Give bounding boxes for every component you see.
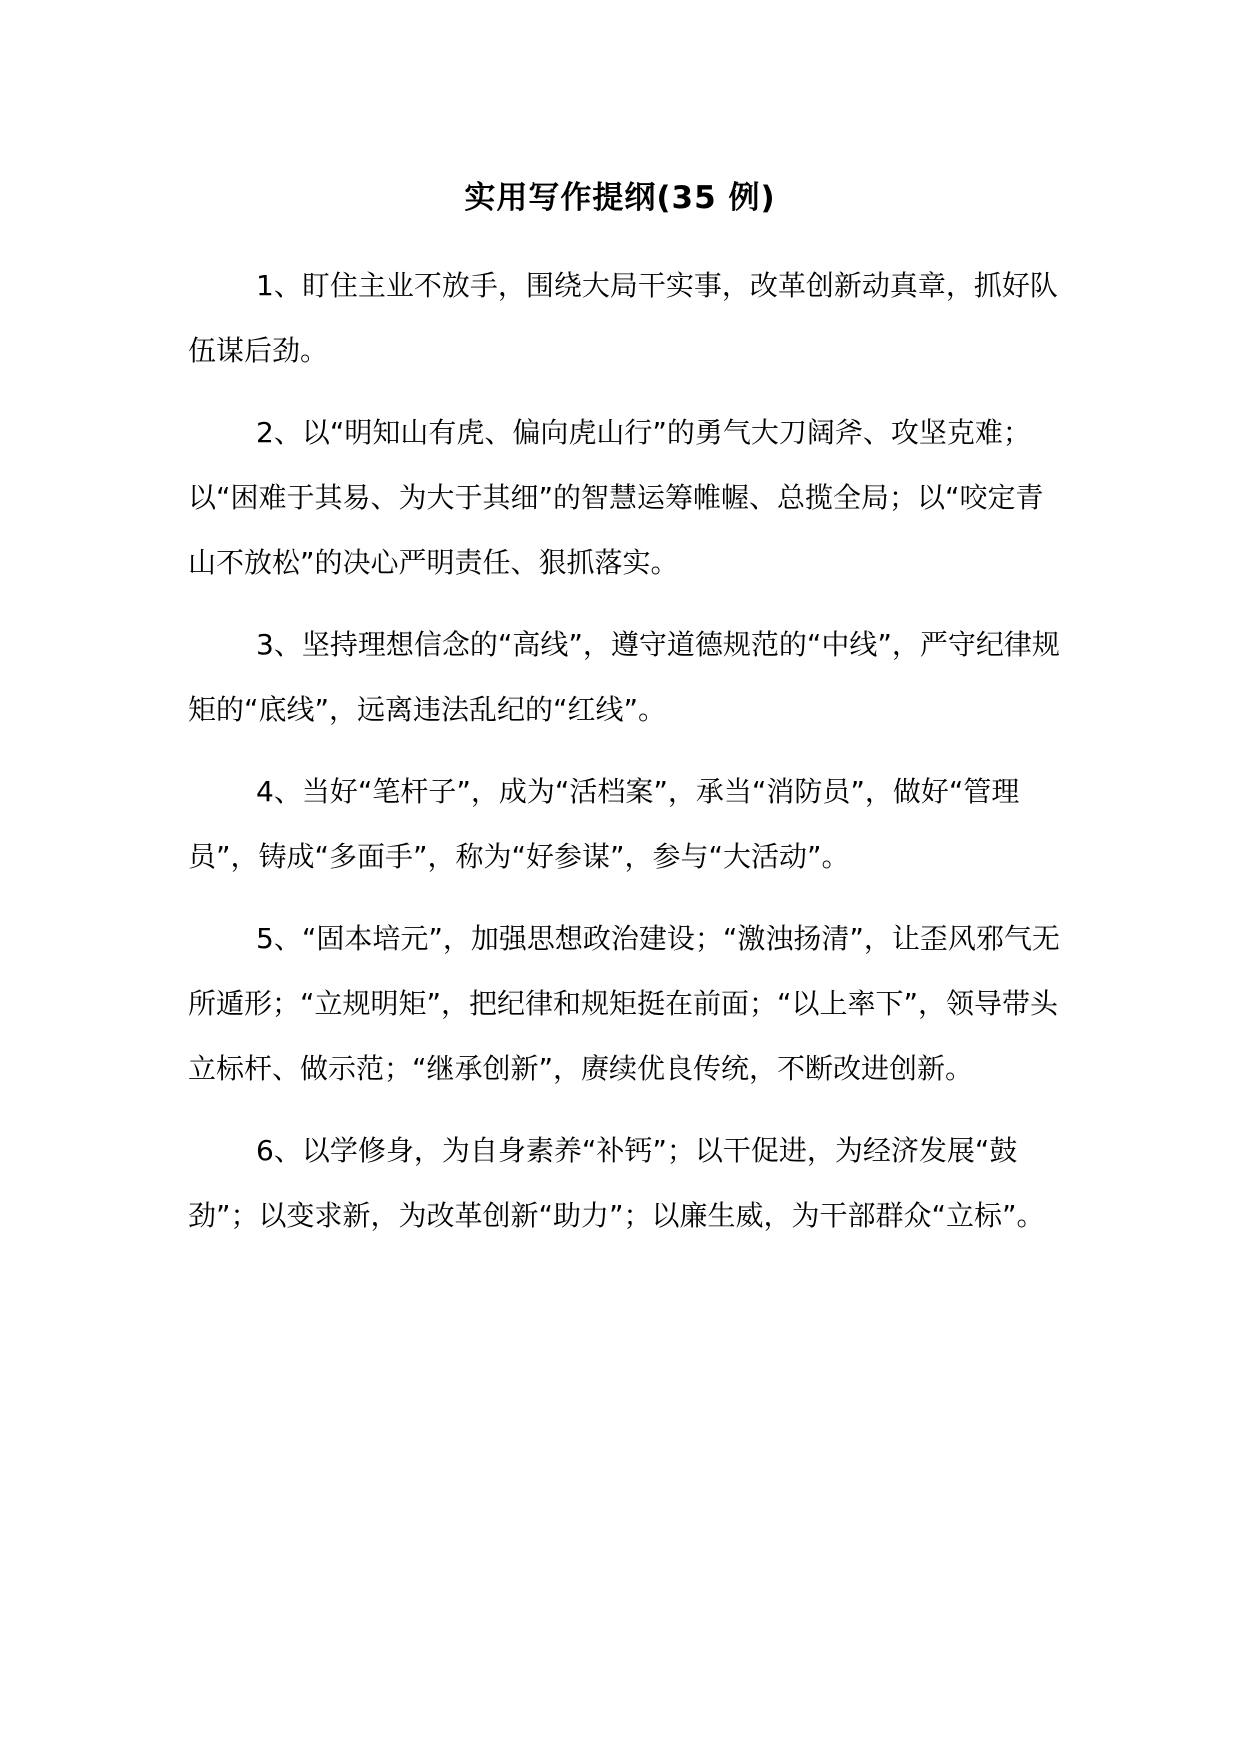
paragraph-4: 4、当好“笔杆子”，成为“活档案”，承当“消防员”，做好“管理员”，铸成“多面手”，称为“好参谋”，参与“大活动”。 [188, 775, 1020, 873]
paragraph-3: 3、坚持理想信念的“高线”，遵守道德规范的“中线”，严守纪律规矩的“底线”，远离违法乱纪的“红线”。 [188, 628, 1060, 726]
document-body [188, 253, 1068, 1265]
document-title: 实用写作提纲(35 例) [464, 180, 776, 216]
paragraph-6: 6、以学修身，为自身素养“补钙”；以干促进，为经济发展“鼓劲”；以变求新，为改革创新“助力”；以廉生威，为干部群众“立标”。 [188, 1134, 1045, 1232]
paragraph-5: 5、“固本培元”，加强思想政治建设；“激浊扬清”，让歪风邪气无所遁形；“立规明矩”，把纪律和规矩挺在前面；“以上率下”，领导带头立标杆、做示范；“继承创新”，赓续优良传统，不断改进创新。 [188, 922, 1060, 1085]
paragraph-2: 2、以“明知山有虎、偏向虎山行”的勇气大刀阔斧、攻坚克难；以“困难于其易、为大于其细”的智慧运筹帷幄、总揽全局；以“咬定青山不放松”的决心严明责任、狠抓落实。 [188, 416, 1044, 579]
paragraph-1: 1、盯住主业不放手，围绕大局干实事，改革创新动真章，抓好队伍谋后劲。 [188, 269, 1058, 367]
